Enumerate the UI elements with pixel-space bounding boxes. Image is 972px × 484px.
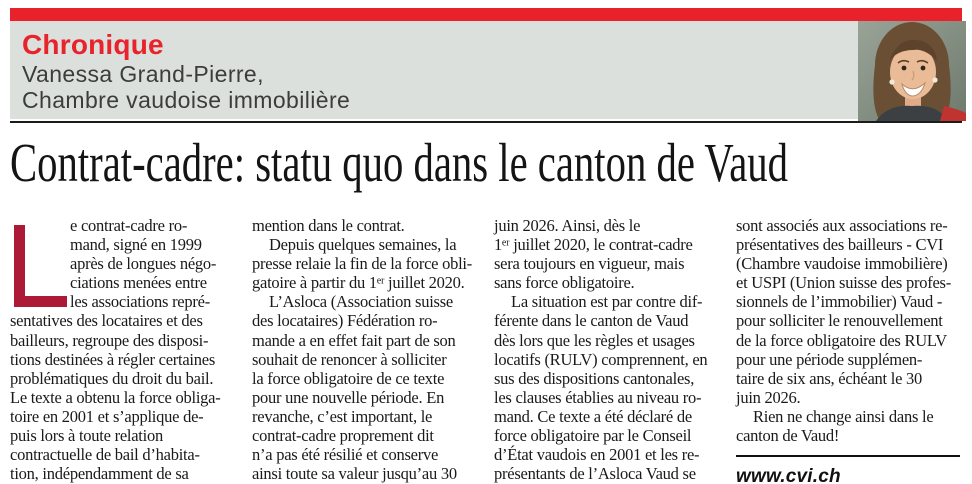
article-line: revanche, c’est important, le xyxy=(252,406,433,426)
article-line: 1ᵉʳ juillet 2020, le contrat-cadre xyxy=(494,235,693,255)
column-lines xyxy=(252,216,478,483)
article-line: présentatives des bailleurs - CVI xyxy=(736,235,944,255)
article-line: mention dans le contrat. xyxy=(252,216,405,235)
article-line: et USPI (Union suisse des profes- xyxy=(736,273,951,293)
author-organisation: Chambre vaudoise immobilière xyxy=(22,87,351,113)
section-kicker: Chronique xyxy=(22,29,164,60)
article-line: présentants de l’Asloca Vaud se xyxy=(494,464,696,484)
article-line: pour solliciter le renouvellement xyxy=(736,311,943,331)
article-line: L’Asloca (Association suisse xyxy=(269,292,453,312)
article-line: (Chambre vaudoise immobilière) xyxy=(736,254,948,274)
article-line: sont associés aux associations re- xyxy=(736,216,948,235)
article-line: d’État vaudois en 2001 et les re- xyxy=(494,445,700,465)
article-line: sus des dispositions cantonales, xyxy=(494,368,695,388)
article-headline: Contrat-cadre: statu quo dans le canton de Vaud xyxy=(10,132,788,193)
article-line: La situation est par contre dif- xyxy=(511,292,703,312)
article-line: presse relaie la fin de la force obli- xyxy=(252,254,473,274)
article-line: puis lors à toute relation xyxy=(10,426,163,446)
article-line: gatoire à partir du 1ᵉʳ juillet 2020. xyxy=(252,273,465,293)
article-line: sans force obligatoire. xyxy=(494,273,635,293)
article-line: n’a pas été résilié et conserve xyxy=(252,445,439,465)
article-column-1 xyxy=(10,216,236,484)
article-line: Le texte a obtenu la force obliga- xyxy=(10,387,221,407)
article-line: force obligatoire par le Conseil xyxy=(494,426,692,446)
article-line: juin 2026. Ainsi, dès le xyxy=(494,216,641,235)
article-line: ainsi toute sa valeur jusqu’au 30 xyxy=(252,464,457,484)
footer-rule xyxy=(736,455,960,457)
article-line: canton de Vaud! xyxy=(736,426,840,446)
article-line: pour une nouvelle période. En xyxy=(252,387,445,407)
website-link[interactable]: www.cvi.ch xyxy=(736,466,841,484)
article-line: ciations menées entre xyxy=(70,273,207,293)
article-line: toire en 2001 et s’applique de- xyxy=(10,406,204,426)
header-rule xyxy=(10,121,962,123)
article-line: de la force obligatoire des RULV xyxy=(736,330,947,350)
article-line: bailleurs, regroupe des disposi- xyxy=(10,330,209,350)
author-name: Vanessa Grand-Pierre, xyxy=(22,61,264,87)
article-line: la force obligatoire de ce texte xyxy=(252,368,445,388)
article-line: taire de six ans, échéant le 30 xyxy=(736,368,923,388)
article-body xyxy=(10,216,962,484)
article-line: Rien ne change ainsi dans le xyxy=(753,406,934,426)
accent-bar xyxy=(10,8,962,21)
article-line: sera toujours en vigueur, mais xyxy=(494,254,685,274)
article-line: souhait de renoncer à solliciter xyxy=(252,349,447,369)
article-line: sionnels de l’immobilier) Vaud - xyxy=(736,292,943,312)
article-line: férente dans le canton de Vaud xyxy=(494,311,689,331)
article-column-2 xyxy=(252,216,478,484)
article-line: les clauses établies au niveau ro- xyxy=(494,387,702,407)
article-line: contrat-cadre proprement dit xyxy=(252,426,434,446)
article-line: locatifs (RULV) comprennent, en xyxy=(494,349,708,369)
article-line: mande a en effet fait part de son xyxy=(252,330,456,350)
article-line: des locataires) Fédération ro- xyxy=(252,311,438,331)
column-lines xyxy=(494,216,720,483)
article-line: mand. Ce texte a été déclaré de xyxy=(494,406,692,426)
article-line: tion, indépendamment de sa xyxy=(10,464,189,484)
article-line: dès lors que les règles et usages xyxy=(494,330,695,350)
header-background xyxy=(10,21,962,119)
article-line: mand, signé en 1999 xyxy=(70,235,202,255)
article-line: problématiques du droit du bail. xyxy=(10,368,214,388)
author-photo xyxy=(858,21,966,121)
article-line: juin 2026. xyxy=(736,387,801,407)
article-line: e contrat-cadre ro- xyxy=(70,216,188,235)
dropcap-letter-L xyxy=(14,225,67,307)
article-line: après de longues négo- xyxy=(70,254,217,274)
article-line: Depuis quelques semaines, la xyxy=(269,235,457,255)
article-line: tions destinées à régler certaines xyxy=(10,349,215,369)
article-footer xyxy=(736,455,960,484)
article-line: sentatives des locataires et des xyxy=(10,311,203,331)
article-line: pour une période supplémen- xyxy=(736,349,923,369)
article-column-3 xyxy=(494,216,720,484)
article-column-4 xyxy=(736,216,962,484)
column-lines xyxy=(736,216,962,445)
article-line: les associations repré- xyxy=(70,292,210,312)
author-portrait-illustration xyxy=(858,21,966,121)
article-line: contractuelle de bail d’habita- xyxy=(10,445,200,465)
